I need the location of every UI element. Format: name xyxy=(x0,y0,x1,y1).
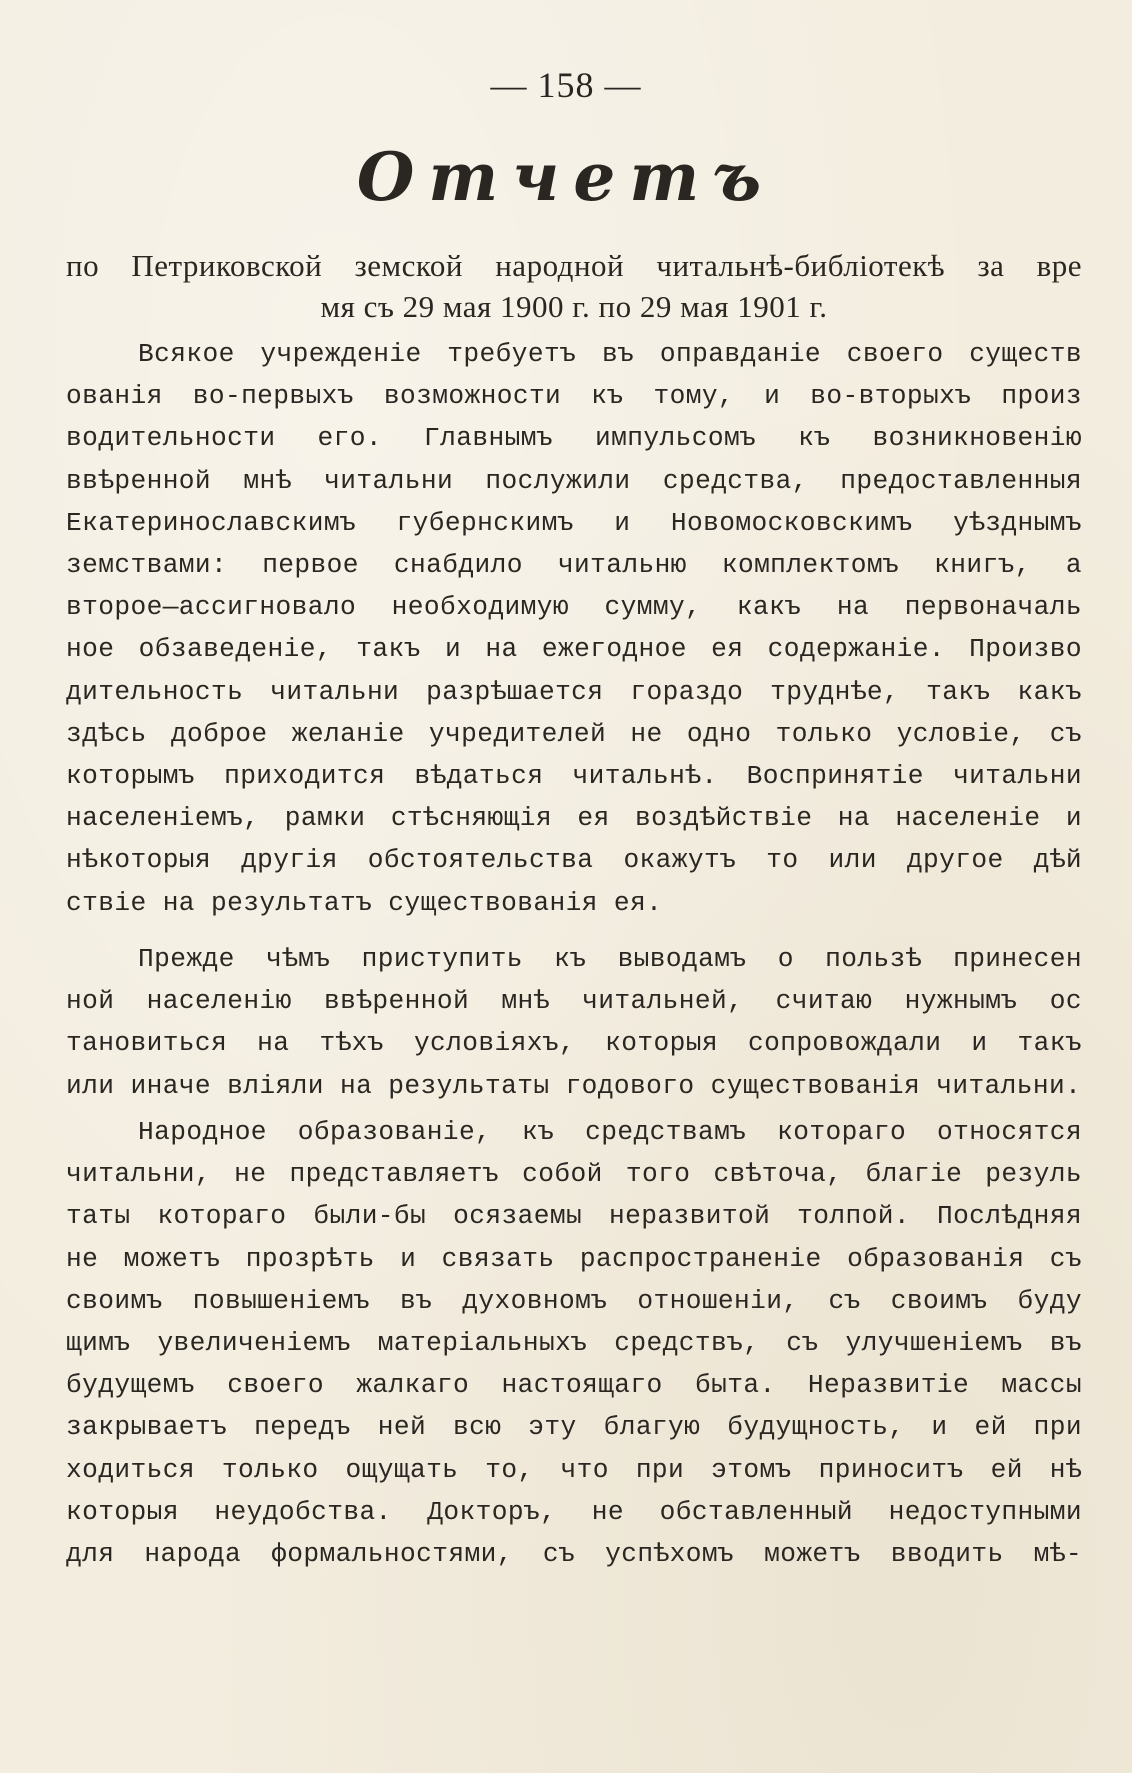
text-line: земствами: первое снабдило читальню комплектомъ книгъ, а xyxy=(66,550,1082,581)
text-line: ходиться только ощущать то, что при этомъ приноситъ ей нѣ xyxy=(66,1454,1082,1485)
text-line: Прежде чѣмъ приступить къ выводамъ о пользѣ принесен xyxy=(138,944,1082,974)
text-line: нѣкоторыя другія обстоятельства окажутъ то или другое дѣй xyxy=(66,845,1082,876)
text-line: ной населенію ввѣренной мнѣ читальней, считаю нужнымъ ос xyxy=(66,986,1082,1017)
page-title: Отчетъ xyxy=(356,138,776,216)
text-line: здѣсь доброе желаніе учредителей не одно только условіе, съ xyxy=(66,718,1082,749)
report-subtitle xyxy=(66,245,1082,327)
text-line: ное обзаведеніе, такъ и на ежегодное ея содержаніе. Произво xyxy=(66,634,1082,665)
text-line: Народное образованіе, къ средствамъ котораго относятся xyxy=(138,1117,1082,1147)
text-line: ованія во-первыхъ возможности къ тому, и во-вторыхъ произ xyxy=(66,381,1082,412)
text-line: населеніемъ, рамки стѣсняющія ея воздѣйствіе на населеніе и xyxy=(66,803,1082,834)
subtitle-line: мя съ 29 мая 1900 г. по 29 мая 1901 г. xyxy=(320,289,828,324)
paragraph-2 xyxy=(66,938,1082,1107)
text-line: своимъ повышеніемъ въ духовномъ отношеніи, съ своимъ буду xyxy=(66,1285,1082,1316)
text-line: водительности его. Главнымъ импульсомъ къ возникновенію xyxy=(66,423,1082,454)
text-line: ствіе на результатъ существованія ея. xyxy=(66,887,663,918)
paragraph-1 xyxy=(66,333,1082,924)
text-line: читальни, не представляетъ собой того свѣточа, благіе резуль xyxy=(66,1159,1082,1190)
page-number: — 158 — xyxy=(490,65,642,105)
text-line: которыя неудобства. Докторъ, не обставленный недоступными xyxy=(66,1496,1082,1527)
text-line: дительность читальни разрѣшается гораздо труднѣе, такъ какъ xyxy=(66,676,1082,707)
text-line: не можетъ прозрѣть и связать распространеніе образованія съ xyxy=(66,1243,1082,1274)
subtitle-line: по Петриковской земской народной читальнѣ-библіотекѣ за вре xyxy=(66,248,1082,283)
text-line: Всякое учрежденіе требуетъ въ оправданіе своего существ xyxy=(138,339,1082,369)
text-line: будущемъ своего жалкаго настоящаго быта. Неразвитіе массы xyxy=(66,1370,1082,1401)
text-line: второе—ассигновало необходимую сумму, какъ на первоначаль xyxy=(66,592,1082,623)
text-line: щимъ увеличеніемъ матеріальныхъ средствъ, съ улучшеніемъ въ xyxy=(66,1328,1082,1359)
text-line: для народа формальностями, съ успѣхомъ можетъ вводить мѣ- xyxy=(66,1539,1082,1570)
text-line: или иначе вліяли на результаты годового существованія читальни. xyxy=(66,1070,1082,1101)
paragraph-3 xyxy=(66,1111,1082,1575)
text-line: закрываетъ передъ ней всю эту благую будущность, и ей при xyxy=(66,1412,1082,1443)
text-line: которымъ приходится вѣдаться читальнѣ. Воспринятіе читальни xyxy=(66,761,1082,792)
text-line: Екатеринославскимъ губернскимъ и Новомосковскимъ уѣзднымъ xyxy=(66,507,1082,538)
text-line: тановиться на тѣхъ условіяхъ, которыя сопровождали и такъ xyxy=(66,1028,1082,1059)
text-line: таты котораго были-бы осязаемы неразвитой толпой. Послѣдняя xyxy=(66,1201,1082,1232)
text-line: ввѣренной мнѣ читальни послужили средства, предоставленныя xyxy=(66,465,1082,496)
